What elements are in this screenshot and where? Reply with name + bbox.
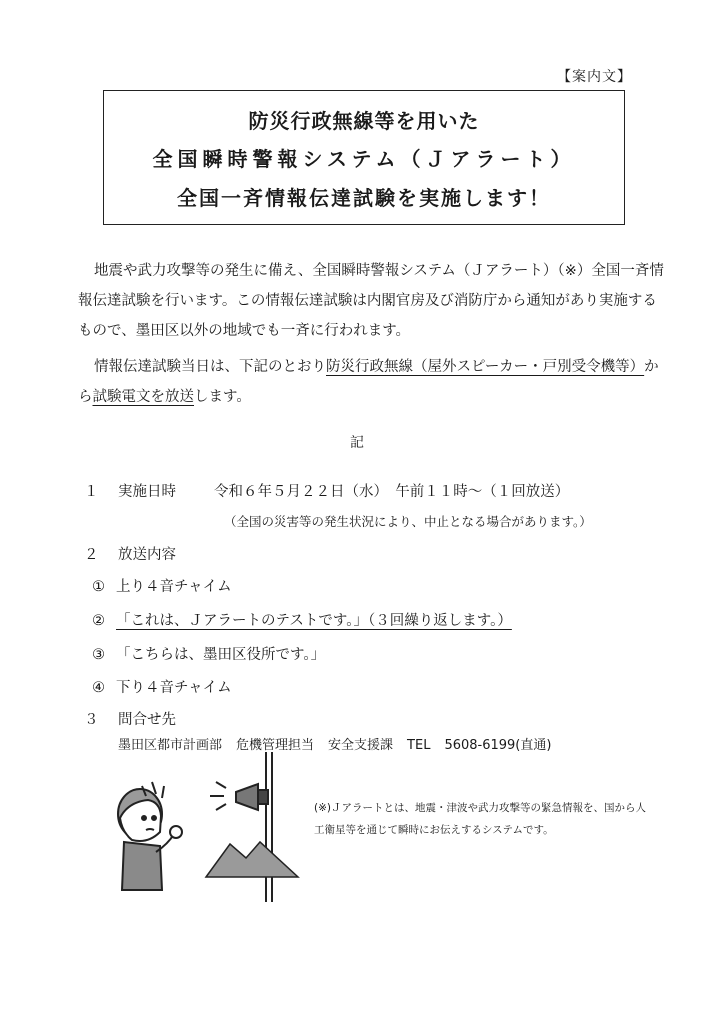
schedule-row bbox=[84, 480, 569, 501]
content-item-4 bbox=[92, 676, 232, 697]
document-tag: 【案内文】 bbox=[557, 69, 632, 85]
contact-detail bbox=[118, 734, 565, 753]
contact-row bbox=[84, 708, 176, 729]
contact-division: 安全支援課 bbox=[328, 738, 394, 753]
intro-paragraph-1: 地震や武力攻撃等の発生に備え、全国瞬時警報システム（Ｊアラート）（※）全国一斉情報伝達試験を行います。この情報伝達試験は内閣官房及び消防庁から通知があり実施するもので、墨田区以外の地域でも一斉に行われます。 bbox=[78, 263, 664, 339]
schedule-number: １ bbox=[84, 484, 99, 500]
intro-p2-underline-1: 防災行政無線（屋外スピーカー・戸別受令機等） bbox=[326, 359, 645, 375]
intro-p2-pre: 情報伝達試験当日は、下記のとおり bbox=[94, 359, 326, 375]
contact-tel-label: TEL bbox=[407, 738, 431, 753]
content-number: ２ bbox=[84, 547, 99, 563]
item-mark-2: ② bbox=[92, 613, 105, 629]
intro-p2-post: します。 bbox=[194, 389, 251, 405]
contact-section: 危機管理担当 bbox=[236, 738, 315, 753]
mountain bbox=[206, 842, 298, 877]
contact-label: 問合せ先 bbox=[118, 712, 176, 728]
item-mark-3: ③ bbox=[92, 647, 105, 663]
item-text-3: 「こちらは、墨田区役所です。」 bbox=[116, 647, 326, 663]
j-alert-illustration bbox=[98, 752, 308, 902]
content-item-1 bbox=[92, 575, 232, 596]
contact-tel: 5608-6199(直通) bbox=[444, 738, 552, 753]
speaker-pole bbox=[210, 752, 272, 902]
title-line-2: 全国瞬時警報システム（Ｊアラート） bbox=[152, 147, 576, 171]
title-line-1: 防災行政無線等を用いた bbox=[248, 109, 480, 133]
schedule-note: （全国の災害等の発生状況により、中止となる場合があります。） bbox=[224, 514, 592, 529]
intro-p2-mid: から bbox=[78, 359, 659, 405]
content-item-2 bbox=[92, 609, 512, 630]
schedule-value: 令和６年５月２２日（水） 午前１１時～（１回放送） bbox=[214, 484, 570, 500]
item-mark-4: ④ bbox=[92, 680, 105, 696]
item-text-2: 「これは、Ｊアラートのテストです。」（３回繰り返します。） bbox=[116, 613, 512, 629]
title-line-3: 全国一斉情報伝達試験を実施します！ bbox=[177, 186, 551, 210]
intro-p2-underline-2: 試験電文を放送 bbox=[92, 389, 194, 405]
item-text-4: 下り４音チャイム bbox=[116, 680, 232, 696]
title-box bbox=[103, 90, 625, 225]
contact-number: ３ bbox=[84, 712, 99, 728]
content-row bbox=[84, 543, 176, 564]
footnote: (※)Ｊアラートとは、地震・津波や武力攻撃等の緊急情報を、国から人工衛星等を通じて瞬時にお伝えするシステムです。 bbox=[314, 802, 646, 836]
content-item-3 bbox=[92, 643, 325, 664]
content-label: 放送内容 bbox=[118, 547, 176, 563]
item-text-1: 上り４音チャイム bbox=[116, 579, 232, 595]
intro-paragraph-2 bbox=[78, 352, 668, 412]
item-mark-1: ① bbox=[92, 579, 105, 595]
ki-heading: 記 bbox=[350, 435, 364, 451]
schedule-label: 実施日時 bbox=[118, 484, 176, 500]
person-figure bbox=[118, 782, 182, 890]
contact-dept: 墨田区都市計画部 bbox=[118, 738, 223, 753]
